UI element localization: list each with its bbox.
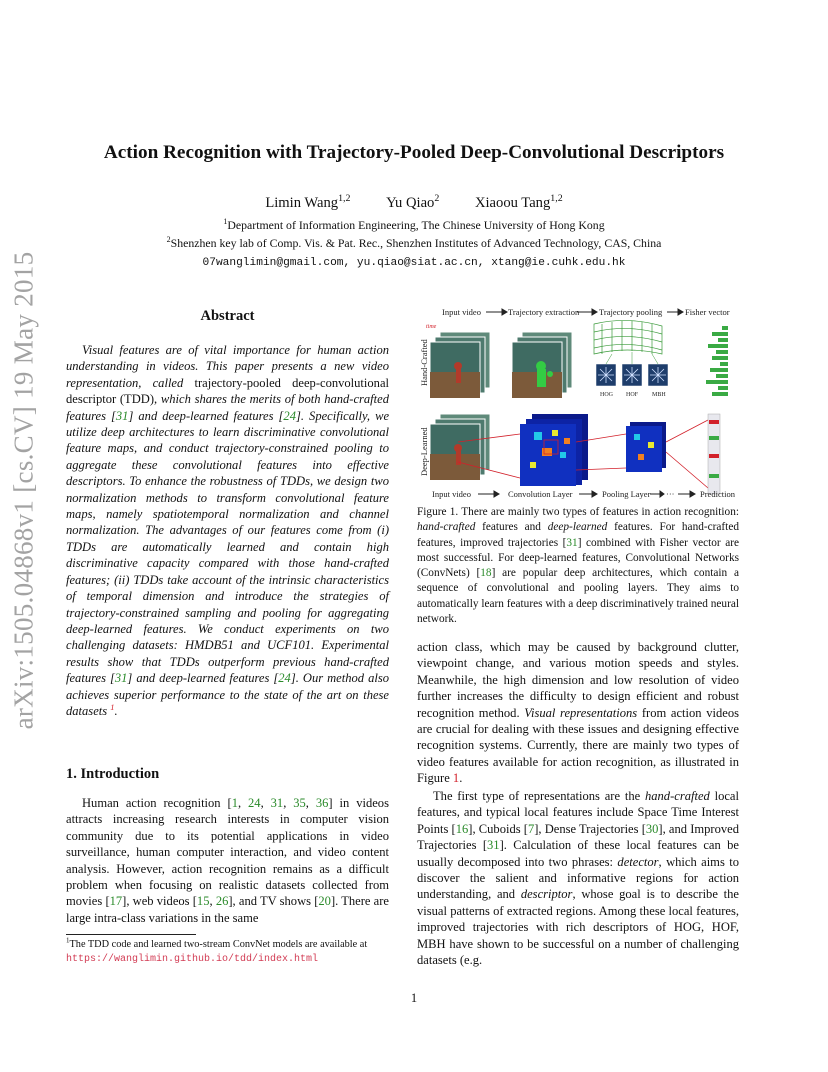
abstract-body: Visual features are of vital importance for human action understanding in videos. This paper presents a new video representation, called trajectory-pooled deep-convolutional descriptor (TDD), which shares the merits of both hand-crafted features [31] and deep-learned features [24]. Specifically, we utilize deep architectures to learn discriminative convolutional feature maps, and conduct trajectory-constrained pooling to aggregate these convolutional features into effective descriptors. To enhance the robustness of TDDs, we design two normalization methods to transform convolutional feature maps, namely spatiotemporal normalization and channel normalization. The advantages of our features come from (i) TDDs are automatically learned and contain high discriminative capacity compared with those hand-crafted features; (ii) TDDs take account of the intrinsic characteristics of temporal dimension and introduce the strategies of trajectory-constrained sampling and pooling for aggregating deep-learned features. We conduct experiments on two challenging datasets: HMDB51 and UCF101. Experimental results show that TDDs outperform previous hand-crafted features [31] and deep-learned features [24]. Our method also achieves superior performance to the state of the art on these datasets $^1$. (66, 343, 390, 718)
citation-link[interactable]: 24 (283, 408, 296, 423)
abstract-heading: Abstract (200, 308, 255, 324)
input-video-frames (426, 324, 490, 398)
intro-body: Human action recognition [1, 24, 31, 35, 36] in videos attracts increasing research interests in computer vision community due to its potential applications in video surveillance, human computer interaction, and video content analysis. However, action recognition remains as a difficult problem when focusing on realistic datasets collected from movies [17], web videos [15, 26], and TV shows [20]. There are large intra-class variations in the same (66, 796, 390, 925)
footnote-rule (66, 934, 196, 935)
citation-link[interactable]: 20 (318, 894, 331, 909)
citation-link[interactable]: 18 (480, 567, 492, 580)
author-list (0, 195, 828, 212)
fig-label-hand-crafted: Hand-Crafted (419, 339, 429, 386)
fig-label-trajectory-extraction: Trajectory extraction (508, 307, 580, 317)
citation-link[interactable]: 35 (293, 796, 306, 810)
arxiv-stamp (2, 240, 46, 740)
fig-label-time: time (426, 324, 437, 330)
fig-label-input-video-bottom: Input video (432, 489, 471, 499)
citation-link[interactable]: 31 (114, 671, 128, 686)
footnote-url[interactable]: https://wanglimin.github.io/tdd/index.html (66, 953, 319, 965)
fig-label-trajectory-pooling: Trajectory pooling (599, 307, 663, 317)
fig-label-pooling-layer: Pooling Layer (602, 489, 651, 499)
citation-link[interactable]: 31 (115, 408, 129, 423)
fig-label-prediction: Prediction (700, 489, 735, 499)
figure-caption: Figure 1. There are mainly two types of features in action recognition: hand-crafted features and deep-learned features. For hand-crafted features, improved trajectories [31] combined with Fisher vector are most successful. For deep-learned features, Convolutional Networks (ConvNets) [18] are popular deep architectures, which contain a sequence of convolutional and pooling layers. They aims to automatically learn features with a deep discriminatively trained neural network. (417, 506, 739, 626)
author: Xiaoou Tang$^{1,2}$ (474, 193, 563, 211)
fig-label-hog: HOG (600, 392, 613, 398)
fig-label-fisher-vector: Fisher vector (685, 307, 730, 317)
fig-label-ellipsis: ··· (666, 489, 675, 499)
affiliation: $^1$Department of Information Engineering, The Chinese University of Hong Kong (223, 217, 605, 232)
right-column-paragraph: The first type of representations are the hand-crafted local features, and typical local features include Space Time Interest Points [16], Cuboids [7], Dense Trajectories [30], and Improved Trajectories [31]. Calculation of these local features can be usually decomposed into two phrases: detector, which aims to discover the salient and informative regions for action understanding, and descriptor, whose goal is to describe the visual patterns of extracted regions. Among these local features, improved trajectories with rich descriptors of HOG, HOF, MBH have shown to be successful on a number of challenging datasets (e.g. (417, 789, 739, 968)
fig-label-deep-learned: Deep-Learned (419, 427, 429, 476)
descriptor-cubes (596, 364, 668, 386)
figure-1 (412, 302, 742, 502)
citation-link[interactable]: 26 (215, 894, 229, 909)
trajectory-pooling-grid (594, 320, 662, 354)
citation-link[interactable]: 24 (278, 671, 291, 686)
trajectory-frames (512, 332, 572, 398)
fig-label-convolution-layer: Convolution Layer (508, 489, 573, 499)
citation-link[interactable]: 1 (231, 796, 238, 810)
citation-link[interactable]: 7 (527, 821, 535, 836)
convolution-feature-maps (520, 414, 588, 486)
input-video-frames-deep (430, 414, 490, 480)
fisher-vector-bars (706, 326, 728, 396)
citation-link[interactable]: 36 (315, 796, 329, 810)
right-column-paragraph: action class, which may be caused by background clutter, viewpoint change, and various motion speeds and styles. Meanwhile, the high dimension and low resolution of video further increases the difficulty to design efficient and robust recognition method. Visual representations from action videos are crucial for dealing with these issues and designing effective recognition systems. Currently, there are mainly two types of video features available for action recognition, as illustrated in Figure 1. (417, 640, 739, 786)
affiliation: $^2$Shenzhen key lab of Comp. Vis. & Pat. Rec., Shenzhen Institutes of Advanced Technology, CAS, China (166, 235, 662, 250)
citation-link[interactable]: 16 (455, 821, 469, 836)
footnote-marker[interactable]: 1 (110, 701, 115, 712)
citation-link[interactable]: 15 (196, 894, 210, 909)
citation-link[interactable]: 17 (109, 894, 123, 909)
citation-link[interactable]: 30 (645, 821, 659, 836)
figure-ref-link[interactable]: 1 (452, 771, 460, 786)
author: Yu Qiao$^2$ (386, 193, 440, 211)
fig-label-hof: HOF (626, 392, 639, 398)
citation-link[interactable]: 31 (270, 796, 284, 810)
paper-title: Action Recognition with Trajectory-Pooled Deep-Convolutional Descriptors (103, 142, 725, 163)
citation-link[interactable]: 31 (566, 536, 578, 549)
prediction-vector (708, 414, 720, 494)
author: Limin Wang$^{1,2}$ (265, 193, 351, 211)
fig-label-input-video: Input video (442, 307, 481, 317)
pooling-feature-maps (626, 422, 666, 472)
arxiv-id-text: arXiv:1505.04868v1 [cs.CV] 19 May 2015 (8, 251, 39, 729)
citation-link[interactable]: 24 (248, 796, 261, 810)
footnote: $^1$The TDD code and learned two-stream ConvNet models are available at https://wanglimin.github.io/tdd/index.html (66, 936, 368, 965)
section-heading: 1. Introduction (66, 766, 160, 782)
fig-label-mbh: MBH (652, 392, 666, 398)
citation-link[interactable]: 31 (487, 838, 500, 853)
page-number: 1 (410, 991, 418, 1005)
author-emails: 07wanglimin@gmail.com, yu.qiao@siat.ac.cn, xtang@ie.cuhk.edu.hk (202, 257, 626, 269)
